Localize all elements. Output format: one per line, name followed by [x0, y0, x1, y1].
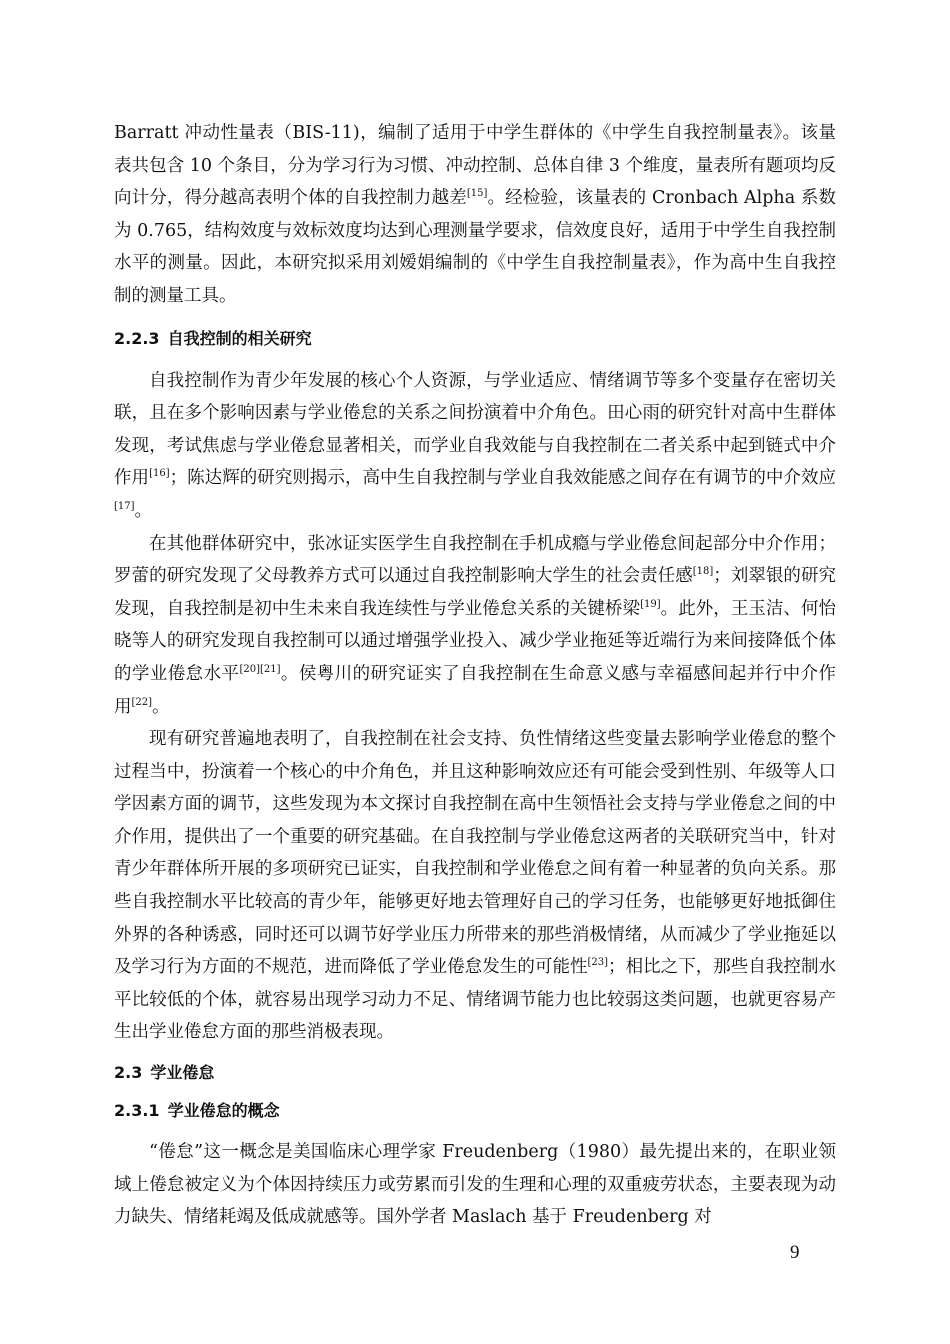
citation-marker: [19]: [640, 598, 661, 610]
body-paragraph: [114, 723, 836, 1049]
section-number: 2.3: [114, 1063, 143, 1083]
section-title: 学业倦怠的概念: [167, 1101, 280, 1121]
paragraph-text: 。此外，王玉洁、何怡晓等人的研究发现自我控制可以通过增强学业投入、减少学业拖延等近端行为来间接降低个体的学业倦怠水平: [114, 598, 837, 684]
citation-marker: [17]: [114, 501, 135, 513]
page-number: 9: [790, 1242, 800, 1263]
citation-marker: [18]: [692, 566, 714, 578]
paragraph-text: ；刘翠银的研究发现，自我控制是初中生未来自我连续性与学业倦怠关系的关键桥梁: [114, 566, 837, 619]
paragraph-text: 。: [152, 696, 170, 717]
paragraph-text: 。经检验，该量表的 Cronbach Alpha 系数为 0.765，结构效度与效标效度均达到心理测量学要求，信效度良好，适用于中学生自我控制水平的测量。因此，本研究拟采用刘嫒娟编制的《中学生自我控制量表》，作为高中生自我控制的测量工具。: [114, 188, 836, 306]
section-title: 学业倦怠: [150, 1063, 215, 1083]
paragraph-text: 在其他群体研究中，张冰证实医学生自我控制在手机成瘾与学业倦怠间起部分中介作用；罗蕾的研究发现了父母教养方式可以通过自我控制影响大学生的社会责任感: [114, 533, 836, 587]
section-number: 2.2.3: [114, 328, 160, 348]
document-body: [114, 117, 836, 1234]
citation-marker: [15]: [466, 188, 488, 200]
paragraph-text: Barratt 冲动性量表（BIS-11)，编制了适用于中学生群体的《中学生自我控制量表》。该量表共包含 10 个条目，分为学习行为习惯、冲动控制、总体自律 3 个维度，量表所有题项均反向计分，得分越高表明个体的自我控制力越差: [114, 123, 836, 209]
body-paragraph: [114, 1136, 836, 1234]
citation-marker: [16]: [149, 468, 170, 480]
paragraph-text: ；陈达辉的研究则揭示，高中生自我控制与学业自我效能感之间存在有调节的中介效应: [169, 468, 836, 489]
body-paragraph: [114, 528, 836, 724]
paragraph-text: 。: [134, 500, 153, 521]
citation-marker: [20][21]: [239, 664, 281, 676]
paragraph-text: 现有研究普遍地表明了，自我控制在社会支持、负性情绪这些变量去影响学业倦怠的整个过程当中，扮演着一个核心的中介角色，并且这种影响效应还有可能会受到性别、年级等人口学因素方面的调节，这些发现为本文探讨自我控制在高中生领悟社会支持与学业倦怠之间的中介作用，提供出了一个重要的研究基础。在自我控制与学业倦怠这两者的关联研究当中，针对青少年群体所开展的多项研究已证实，自我控制和学业倦怠之间有着一种显著的负向关系。那些自我控制水平比较高的青少年，能够更好地去管理好自己的学习任务，也能够更好地抵御住外界的各种诱惑，同时还可以调节好学业压力所带来的那些消极情绪，从而减少了学业拖延以及学习行为方面的不规范，进而降低了学业倦怠发生的可能性: [114, 729, 836, 978]
section-heading: [114, 1100, 836, 1122]
paragraph-text: 自我控制作为青少年发展的核心个人资源，与学业适应、情绪调节等多个变量存在密切关联，且在多个影响因素与学业倦怠的关系之间扮演着中介角色。田心雨的研究针对高中生群体发现，考试焦虑与学业倦怠显著相关，而学业自我效能与自我控制在二者关系中起到链式中介作用: [114, 370, 836, 489]
paragraph-text: ；相比之下，那些自我控制水平比较低的个体，就容易出现学习动力不足、情绪调节能力也比较弱这类问题，也就更容易产生出学业倦怠方面的那些消极表现。: [114, 957, 836, 1043]
section-title: 自我控制的相关研究: [167, 328, 312, 348]
section-heading: [114, 328, 836, 350]
body-paragraph: [114, 365, 836, 528]
paragraph-text: 。侯粤川的研究证实了自我控制在生命意义感与幸福感间起并行中介作用: [114, 663, 836, 717]
citation-marker: [22]: [131, 696, 153, 708]
section-number: 2.3.1: [114, 1101, 160, 1121]
paragraph-text: “倦怠”这一概念是美国临床心理学家 Freudenberg（1980）最先提出来的，在职业领域上倦怠被定义为个体因持续压力或劳累而引发的生理和心理的双重疲劳状态，主要表现为动力缺失、情绪耗竭及低成就感等。国外学者 Maslach 基于 Freudenberg 对: [114, 1142, 836, 1228]
section-heading: [114, 1062, 836, 1084]
body-paragraph: [114, 117, 836, 313]
citation-marker: [23]: [587, 957, 609, 969]
